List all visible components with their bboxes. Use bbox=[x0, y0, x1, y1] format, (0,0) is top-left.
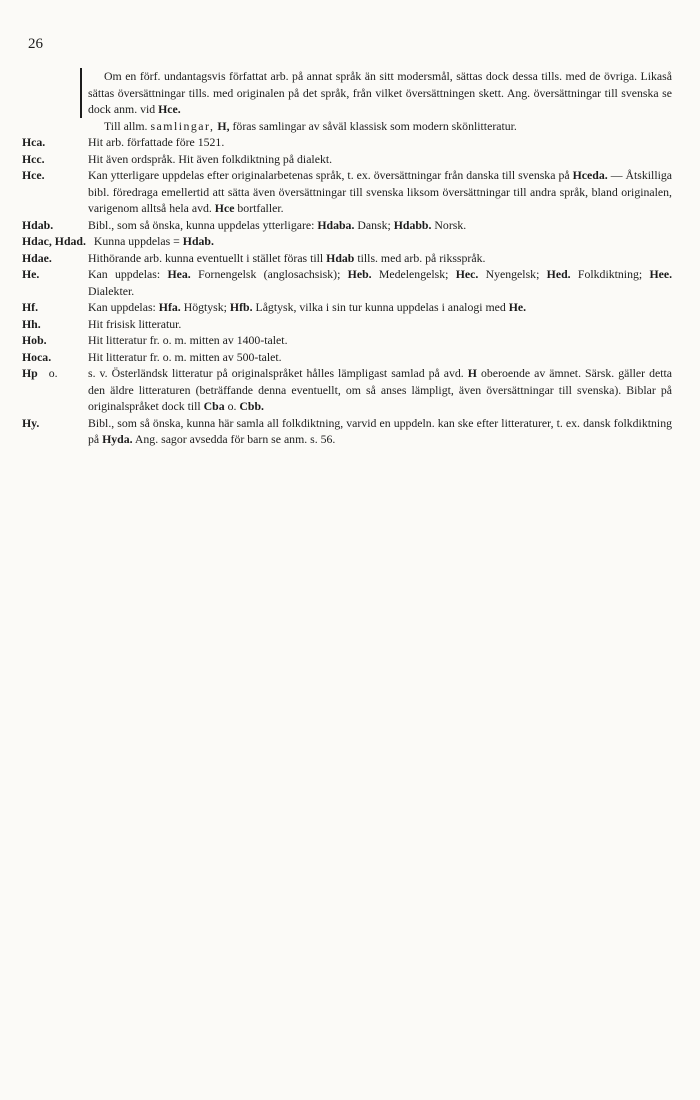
entry-text bbox=[88, 250, 672, 267]
entry-text-part: Kan uppdelas: bbox=[88, 267, 161, 281]
entry-code-ref: Hee. bbox=[649, 267, 673, 281]
intro-paragraph-2 bbox=[22, 118, 672, 135]
page-number: 26 bbox=[28, 36, 43, 52]
entry-code-ref: Cba bbox=[203, 399, 225, 413]
entry-text: Hit frisisk litteratur. bbox=[88, 316, 182, 331]
entry-text-part: Lågtysk, vilka i sin tur kunna uppdelas i analogi med bbox=[255, 300, 506, 314]
entry-code: Hoca. bbox=[22, 349, 52, 364]
entry-hh bbox=[22, 316, 672, 333]
entry-text-part: Medelengelsk; bbox=[378, 267, 449, 281]
entry-text: Hit litteratur fr. o. m. mitten av 1400-talet. bbox=[88, 333, 288, 347]
entry-code-ref: Hea. bbox=[167, 267, 191, 281]
entry-hca bbox=[22, 134, 672, 151]
entry-text: Hit litteratur fr. o. m. mitten av 500-talet. bbox=[88, 349, 282, 364]
entry-code-ref: Cbb. bbox=[239, 399, 264, 413]
entry-hdac-hdad bbox=[22, 233, 672, 250]
entry-code-ref: Hceda. bbox=[572, 168, 608, 182]
entry-code-ref: Hdaba. bbox=[317, 217, 355, 232]
page-body bbox=[22, 68, 672, 448]
entry-hoca bbox=[22, 349, 672, 366]
entry-code-ref: Hdabb. bbox=[393, 217, 432, 232]
entry-text bbox=[88, 167, 672, 217]
entry-text bbox=[88, 415, 672, 448]
entry-text-part: Norsk. bbox=[434, 217, 467, 232]
entry-code-ref: Hdab. bbox=[182, 234, 214, 248]
entry-text bbox=[88, 217, 672, 234]
entry-code-suffix: o. bbox=[48, 366, 58, 380]
entry-code: Hh. bbox=[22, 316, 41, 331]
entry-text-part: Kan uppdelas: bbox=[88, 300, 156, 314]
intro-text: Om en förf. undantagsvis författat arb. på annat språk än sitt modersmål, sättas dock dessa tills. med de övriga. Likaså sättas översättningar tills. med originalen på det språk, från vilket översättningen skett. Ang. översättningar till svenska se dock anm. vid bbox=[88, 69, 672, 116]
entry-code: Hob. bbox=[22, 333, 47, 347]
entry-text-part: Hithörande arb. kunna eventuellt i stället föras till bbox=[88, 250, 324, 265]
entry-text-part: Dansk; bbox=[357, 217, 391, 232]
entry-text-part: Fornengelsk (anglosachsisk); bbox=[198, 267, 341, 281]
entry-text-part: Högtysk; bbox=[183, 300, 227, 314]
entry-text bbox=[88, 299, 672, 316]
intro-paragraph-1 bbox=[22, 68, 672, 118]
entry-code: Hca. bbox=[22, 135, 46, 149]
entry-text-part: Nyengelsk; bbox=[485, 267, 540, 281]
entry-text-part: Dialekter. bbox=[88, 283, 135, 298]
entry-text-part: Bibl., som så önska, kunna här samla all folkdiktning, varvid en uppdeln. kan ske efter litteraturer, t. ex. dansk folkdiktning på bbox=[88, 415, 672, 446]
entry-code-ref: Hyda. bbox=[102, 432, 133, 446]
entry-text-part: — Åtskilliga bibl. föredraga emellertid att sätta även översättningar till svenska liksom översättningar till andra språk, bland originalen, varigenom alltså hela avd. bbox=[88, 168, 673, 215]
intro-text: föras samlingar av såväl klassisk som modern skönlitteratur. bbox=[232, 118, 517, 133]
entry-code: Hf. bbox=[22, 300, 39, 314]
entry-code-ref: H bbox=[467, 366, 477, 380]
entry-text: Hit arb. författade före 1521. bbox=[88, 135, 225, 149]
entry-code-ref: He. bbox=[508, 300, 527, 314]
change-bar bbox=[80, 68, 672, 118]
entry-code: Hdac, Hdad. bbox=[22, 234, 86, 248]
entry-code: Hcc. bbox=[22, 151, 45, 166]
entry-text-part: Bibl., som så önska, kunna uppdelas ytterligare: bbox=[88, 217, 315, 232]
entry-text-part: Ang. sagor avsedda för barn se anm. s. 56. bbox=[134, 432, 336, 446]
entry-code bbox=[22, 365, 88, 382]
intro-code: H, bbox=[217, 118, 230, 133]
entry-text-part: Kunna uppdelas = bbox=[93, 234, 180, 248]
entry-text: Hit även ordspråk. Hit även folkdiktning på dialekt. bbox=[88, 151, 333, 166]
entry-code: Hdae. bbox=[22, 250, 52, 265]
entry-code-ref: Hdab bbox=[326, 250, 355, 265]
entry-code: Hce. bbox=[22, 168, 45, 182]
entry-text bbox=[88, 365, 672, 415]
entry-code-ref: Heb. bbox=[347, 267, 372, 281]
entry-code: Hy. bbox=[22, 415, 40, 430]
entry-hob bbox=[22, 332, 672, 349]
entry-code-ref: Hce bbox=[214, 201, 235, 215]
entry-hy bbox=[22, 415, 672, 448]
entry-hp bbox=[22, 365, 672, 415]
entry-text-part: oberoende av ämnet. Särsk. gäller detta den äldre litteraturen (beträffande denna eventuellt, om så anses lämpligt, även översättningar till svenska). Biblar på originalspråket dock till bbox=[88, 366, 673, 413]
entry-text bbox=[88, 266, 672, 299]
entry-code-ref: Hfb. bbox=[229, 300, 253, 314]
entry-code-ref: Hfa. bbox=[158, 300, 181, 314]
entry-text-part: o. bbox=[227, 399, 237, 413]
intro-spaced-term: samlingar, bbox=[150, 118, 215, 133]
entry-hce bbox=[22, 167, 672, 217]
entry-text-part: tills. med arb. på riksspråk. bbox=[357, 250, 486, 265]
entry-text-part: bortfaller. bbox=[237, 201, 284, 215]
entry-text-part: Kan ytterligare uppdelas efter originalarbetenas språk, t. ex. översättningar från danska till svenska på bbox=[88, 168, 570, 182]
intro-text: Till allm. bbox=[104, 118, 148, 133]
entry-hdab bbox=[22, 217, 672, 234]
entry-hcc bbox=[22, 151, 672, 168]
entry-hf bbox=[22, 299, 672, 316]
entry-code-ref: Hec. bbox=[455, 267, 479, 281]
entry-text-part: s. v. Österländsk litteratur på originalspråket hålles lämpligast samlad på avd. bbox=[88, 366, 464, 380]
entry-code-main: Hp bbox=[22, 366, 38, 380]
intro-code: Hce. bbox=[158, 102, 181, 116]
entry-text-part: Folkdiktning; bbox=[577, 267, 643, 281]
entry-code-ref: Hed. bbox=[546, 267, 571, 281]
entry-hdae bbox=[22, 250, 672, 267]
entry-code: He. bbox=[22, 267, 40, 281]
entry-text bbox=[22, 233, 672, 250]
entry-he bbox=[22, 266, 672, 299]
entry-code: Hdab. bbox=[22, 217, 54, 232]
